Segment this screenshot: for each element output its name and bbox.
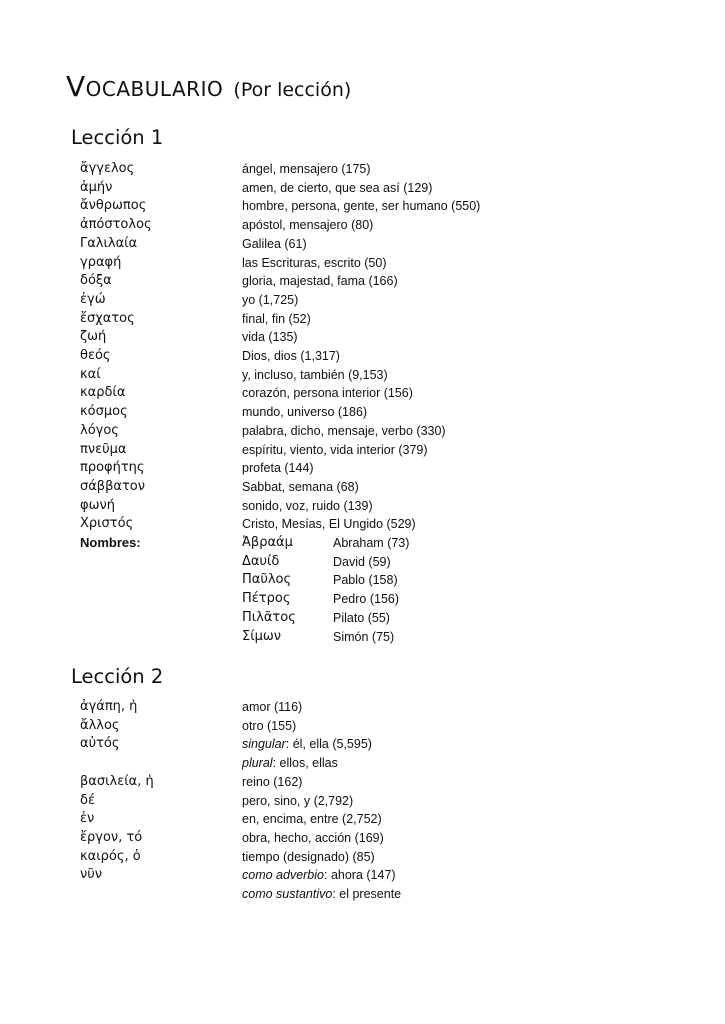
- definition: palabra, dicho, mensaje, verbo (330): [242, 424, 446, 438]
- vocab-row: [0, 478, 725, 496]
- greek-word: Χριστός: [80, 516, 134, 531]
- definition: yo (1,725): [242, 293, 299, 307]
- vocab-row: [0, 515, 725, 533]
- definition: las Escrituras, escrito (50): [242, 256, 387, 270]
- definition: en, encima, entre (2,752): [242, 812, 382, 826]
- definition-text: : él, ella (5,595): [285, 737, 372, 751]
- greek-word: πνεῦμα: [80, 442, 127, 457]
- title-main: Vocabulario: [66, 70, 224, 103]
- names-label: Nombres:: [80, 535, 141, 550]
- definition-text: : el presente: [332, 887, 402, 901]
- definition: ángel, mensajero (175): [242, 162, 371, 176]
- greek-name: Δαυίδ: [242, 554, 280, 569]
- definition: vida (135): [242, 330, 298, 344]
- vocab-row: [0, 773, 725, 791]
- greek-word: ἄνθρωπος: [80, 198, 147, 213]
- vocab-row: [0, 698, 725, 716]
- definition: [242, 866, 396, 884]
- greek-word: ἀπόστολος: [80, 217, 152, 232]
- definition-qualifier: como adverbio: [242, 868, 324, 882]
- definition: Cristo, Mesías, El Ungido (529): [242, 517, 416, 531]
- greek-word: θεός: [80, 348, 111, 363]
- definition: Galilea (61): [242, 237, 307, 251]
- greek-word: ἐγώ: [80, 292, 106, 307]
- vocab-row: [0, 848, 725, 866]
- name-translation: Pedro (156): [333, 592, 400, 606]
- greek-word: ἔσχατος: [80, 311, 135, 326]
- name-translation: Simón (75): [333, 630, 395, 644]
- definition: hombre, persona, gente, ser humano (550): [242, 199, 481, 213]
- greek-word: καί: [80, 367, 101, 382]
- vocab-row: [0, 810, 725, 828]
- greek-name: Παῦλος: [242, 572, 292, 587]
- vocab-row: [0, 216, 725, 234]
- greek-word: σάββατον: [80, 479, 146, 494]
- vocab-row: [0, 792, 725, 810]
- definition: tiempo (designado) (85): [242, 850, 375, 864]
- greek-word: γραφή: [80, 255, 122, 270]
- definition: amen, de cierto, que sea así (129): [242, 181, 433, 195]
- greek-word: νῦν: [80, 867, 103, 882]
- vocab-row: [0, 328, 725, 346]
- definition: espíritu, viento, vida interior (379): [242, 443, 428, 457]
- greek-word: ἐν: [80, 811, 95, 826]
- vocab-row: [0, 310, 725, 328]
- definition: pero, sino, y (2,792): [242, 794, 354, 808]
- vocab-row: [0, 829, 725, 847]
- definition-qualifier: como sustantivo: [242, 887, 333, 901]
- definition: final, fin (52): [242, 312, 311, 326]
- vocab-row: [0, 160, 725, 178]
- title-sub: (Por lección): [233, 79, 352, 101]
- vocab-row: [0, 754, 725, 772]
- definition-text: : ellos, ellas: [272, 756, 338, 770]
- vocab-row: [0, 254, 725, 272]
- greek-word: δέ: [80, 793, 95, 808]
- vocab-row: [0, 291, 725, 309]
- definition: corazón, persona interior (156): [242, 386, 413, 400]
- definition: reino (162): [242, 775, 303, 789]
- definition-text: : ahora (147): [324, 868, 396, 882]
- vocab-row: [0, 885, 725, 903]
- definition: y, incluso, también (9,153): [242, 368, 388, 382]
- vocab-row: [0, 403, 725, 421]
- greek-word: ἀμήν: [80, 180, 113, 195]
- definition: [242, 885, 401, 903]
- vocab-row: [0, 459, 725, 477]
- greek-name: Πέτρος: [242, 591, 291, 606]
- definition: profeta (144): [242, 461, 314, 475]
- vocab-row: [0, 197, 725, 215]
- vocab-row: [0, 235, 725, 253]
- vocab-row: [0, 179, 725, 197]
- vocab-row: [0, 441, 725, 459]
- definition: otro (155): [242, 719, 297, 733]
- vocab-row: [0, 866, 725, 884]
- greek-word: κόσμος: [80, 404, 128, 419]
- name-translation: David (59): [333, 555, 391, 569]
- greek-word: ἀγάπη, ἡ: [80, 699, 138, 714]
- definition: mundo, universo (186): [242, 405, 368, 419]
- vocab-row: [0, 366, 725, 384]
- name-row: [0, 609, 725, 627]
- definition: Dios, dios (1,317): [242, 349, 340, 363]
- greek-word: δόξα: [80, 273, 112, 288]
- greek-name: Ἀβραάμ: [242, 535, 293, 550]
- greek-word: ἄγγελος: [80, 161, 135, 176]
- name-row: [0, 628, 725, 646]
- definition-qualifier: plural: [242, 756, 273, 770]
- definition: amor (116): [242, 700, 303, 714]
- definition: Sabbat, semana (68): [242, 480, 359, 494]
- lesson-1-heading: Lección 1: [71, 126, 164, 149]
- name-row: [0, 590, 725, 608]
- greek-word: ἔργον, τό: [80, 830, 143, 845]
- greek-word: Γαλιλαία: [80, 236, 138, 251]
- vocab-row: [0, 422, 725, 440]
- greek-word: λόγος: [80, 423, 119, 438]
- definition: [242, 754, 338, 772]
- name-translation: Pablo (158): [333, 573, 398, 587]
- vocab-row: [0, 384, 725, 402]
- vocab-row: [0, 717, 725, 735]
- name-translation: Pilato (55): [333, 611, 390, 625]
- name-row: [0, 571, 725, 589]
- vocab-row: [0, 735, 725, 753]
- vocab-row: [0, 497, 725, 515]
- vocab-row: [0, 347, 725, 365]
- definition: apóstol, mensajero (80): [242, 218, 374, 232]
- vocab-row: [0, 272, 725, 290]
- greek-word: ζωή: [80, 329, 107, 344]
- greek-word: αὐτός: [80, 736, 120, 751]
- greek-name: Πιλᾶτος: [242, 610, 296, 625]
- greek-word: βασιλεία, ἡ: [80, 774, 154, 789]
- name-row: [0, 553, 725, 571]
- definition: [242, 735, 372, 753]
- name-row: [0, 534, 725, 552]
- lesson-2-heading: Lección 2: [71, 665, 164, 688]
- definition: obra, hecho, acción (169): [242, 831, 384, 845]
- definition: sonido, voz, ruido (139): [242, 499, 373, 513]
- greek-word: καιρός, ὁ: [80, 849, 141, 864]
- name-translation: Abraham (73): [333, 536, 410, 550]
- greek-word: ἄλλος: [80, 718, 120, 733]
- definition: gloria, majestad, fama (166): [242, 274, 398, 288]
- definition-qualifier: singular: [242, 737, 286, 751]
- greek-word: καρδία: [80, 385, 126, 400]
- greek-name: Σίμων: [242, 629, 282, 644]
- greek-word: φωνή: [80, 498, 115, 513]
- page-title: [66, 66, 351, 104]
- greek-word: προφήτης: [80, 460, 145, 475]
